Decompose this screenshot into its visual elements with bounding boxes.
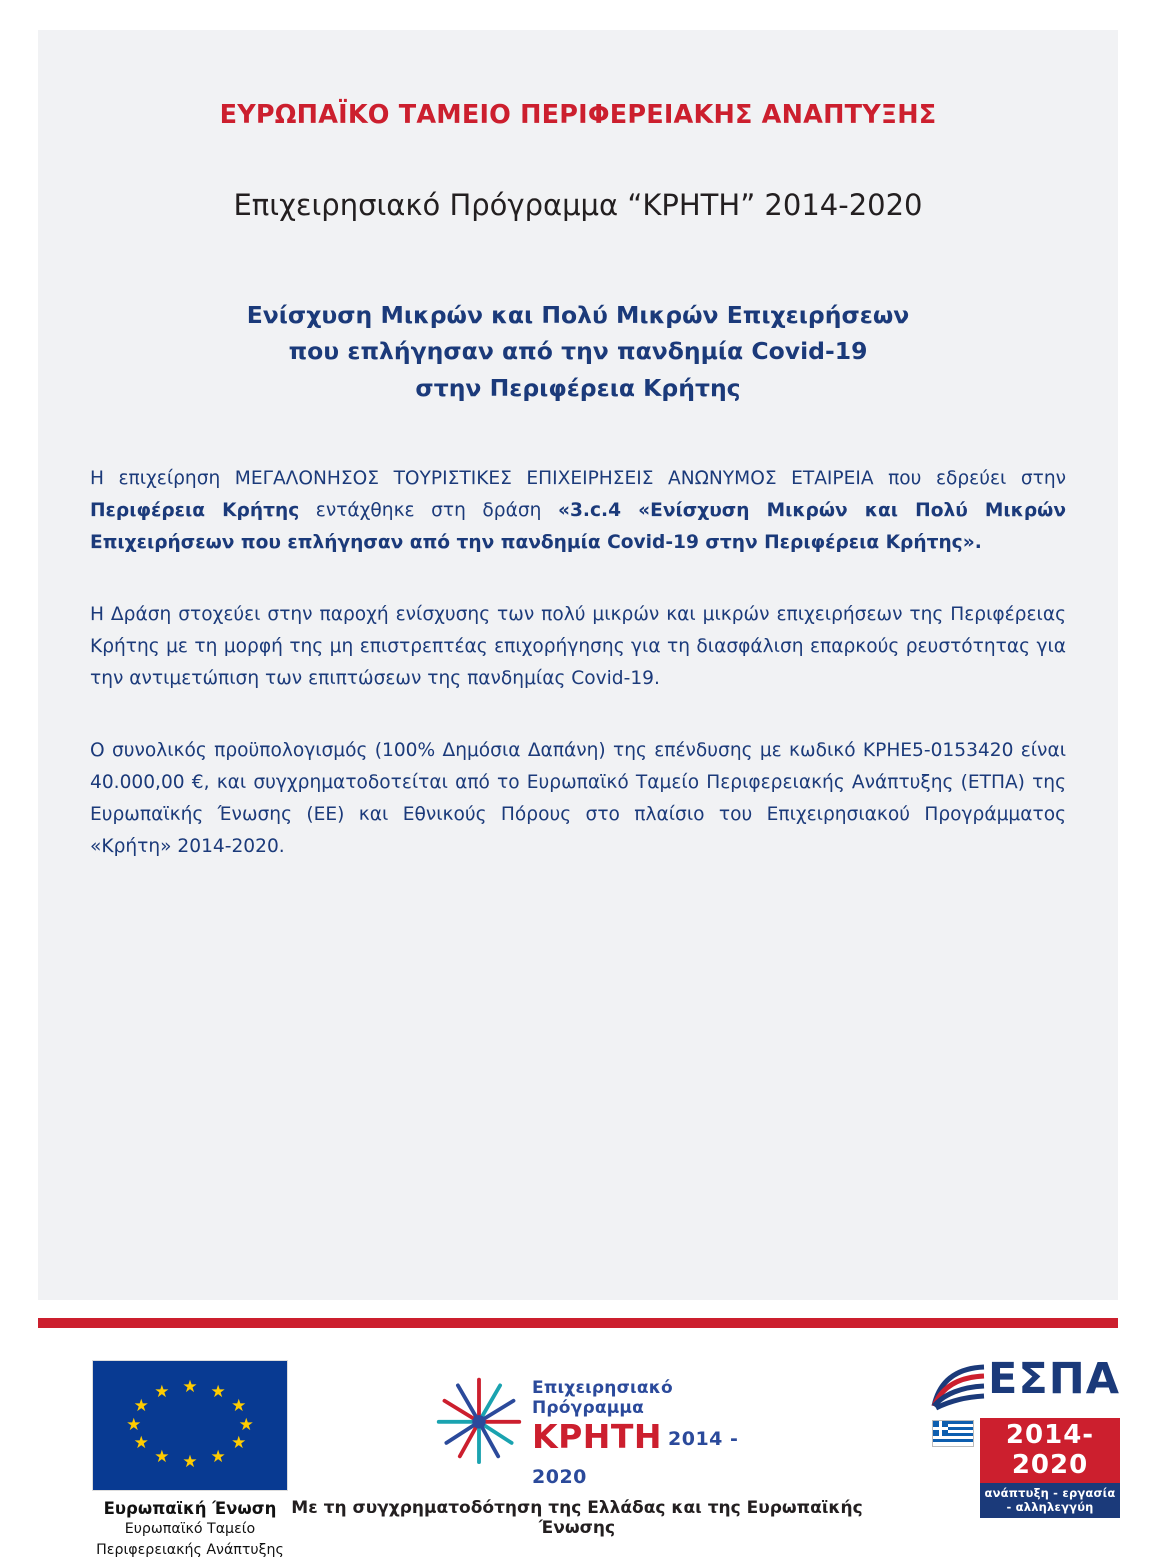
espa-curves-icon [930, 1362, 988, 1414]
paragraph-action-goal: Η Δράση στοχεύει στην παροχή ενίσχυσης των πολύ μικρών και μικρών επιχειρήσεων της Περιφέρειας Κρήτης με τη μορφή της μη επιστρεπτέας επιχορήγησης για τη διασφάλιση επαρκούς ρευστότητας για την αντιμετώπιση των επιπτώσεων της πανδημίας Covid-19. [90, 604, 1066, 690]
espa-logo-word: ΕΣΠΑ [988, 1354, 1121, 1404]
burst-icon [430, 1372, 528, 1464]
action-title-line-3: στην Περιφέρεια Κρήτης [415, 373, 741, 402]
content-panel [38, 30, 1118, 1300]
programme-subtitle: Επιχειρησιακό Πρόγραμμα “ΚΡΗΤΗ” 2014-2020 [233, 188, 923, 222]
page-title: ΕΥΡΩΠΑΪΚΟ ΤΑΜΕΙΟ ΠΕΡΙΦΕΡΕΙΑΚΗΣ ΑΝΑΠΤΥΞΗΣ [219, 100, 937, 130]
cofunding-statement: Με τη συγχρηματοδότηση της Ελλάδας και της Ευρωπαϊκής Ένωσης [291, 1498, 863, 1538]
eu-star-icon: ★ [182, 1451, 198, 1472]
greek-flag-icon [932, 1420, 974, 1447]
espa-logo-block [930, 1354, 1121, 1518]
crete-logo-small: Επιχειρησιακό Πρόγραμμα [532, 1378, 673, 1418]
footer [0, 1348, 1156, 1558]
red-divider [38, 1318, 1118, 1328]
paragraph-budget: Ο συνολικός προϋπολογισμός (100% Δημόσια Δαπάνη) της επένδυσης με κωδικό ΚΡΗΕ5-0153420 είναι 40.000,00 €, και συγχρηματοδοτείται από το Ευρωπαϊκό Ταμείο Περιφερειακής Ανάπτυξης (ΕΤΠΑ) της Ευρωπαϊκής Ένωσης (ΕΕ) και Εθνικούς Πόρους στο πλαίσιο του Επιχειρησιακού Προγράμματος «Κρήτη» 2014-2020. [90, 740, 1066, 857]
paragraph-company-bold1: Περιφέρεια Κρήτης [90, 500, 300, 522]
eu-flag-icon [92, 1360, 288, 1491]
espa-logo-slogan: ανάπτυξη - εργασία - αλληλεγγύη [980, 1483, 1120, 1518]
eu-star-icon: ★ [133, 1433, 149, 1454]
paragraph-company-bold2: «3.c.4 «Ενίσχυση Μικρών και Πολύ Μικρών Επιχειρήσεων που επλήγησαν από την πανδημία Covid-19 στην Περιφέρεια Κρήτης». [90, 500, 1066, 554]
eu-star-icon: ★ [210, 1382, 226, 1403]
crete-logo-years: 2014 - 2020 [532, 1428, 739, 1488]
action-title-line-2: που επλήγησαν από την πανδημία Covid-19 [288, 337, 868, 366]
eu-star-icon: ★ [182, 1377, 198, 1398]
eu-star-icon: ★ [154, 1446, 170, 1467]
eu-star-icon: ★ [126, 1414, 142, 1435]
eu-star-icon: ★ [238, 1414, 254, 1435]
paragraph-company-part1: Η επιχείρηση ΜΕΓΑΛΟΝΗΣΟΣ ΤΟΥΡΙΣΤΙΚΕΣ ΕΠΙΧΕΙΡΗΣΕΙΣ ΑΝΩΝΥΜΟΣ ΕΤΑΙΡΕΙΑ που εδρεύει στην [90, 468, 1066, 490]
paragraph-company-part2: εντάχθηκε στη δράση [299, 500, 558, 522]
crete-logo-text [532, 1378, 780, 1494]
eu-logo-title: Ευρωπαϊκή Ένωση [103, 1499, 277, 1518]
espa-logo-years: 2014-2020 [980, 1418, 1120, 1483]
eu-star-icon: ★ [231, 1395, 247, 1416]
eu-star-icon: ★ [154, 1382, 170, 1403]
espa-logo-top [930, 1354, 1121, 1416]
eu-logo-sub-line1: Ευρωπαϊκό Ταμείο [124, 1521, 256, 1537]
action-title-line-1: Ενίσχυση Μικρών και Πολύ Μικρών Επιχειρήσεων [246, 301, 910, 329]
eu-star-icon: ★ [210, 1446, 226, 1467]
paragraph-company [90, 463, 1066, 559]
crete-logo-big-text: ΚΡΗΤΗ [532, 1417, 663, 1456]
eu-logo-sub-line2: Περιφερειακής Ανάπτυξης [96, 1541, 284, 1558]
eu-star-icon: ★ [133, 1395, 149, 1416]
action-title [38, 297, 1118, 406]
eu-star-icon: ★ [231, 1433, 247, 1454]
crete-logo-big [532, 1418, 780, 1494]
